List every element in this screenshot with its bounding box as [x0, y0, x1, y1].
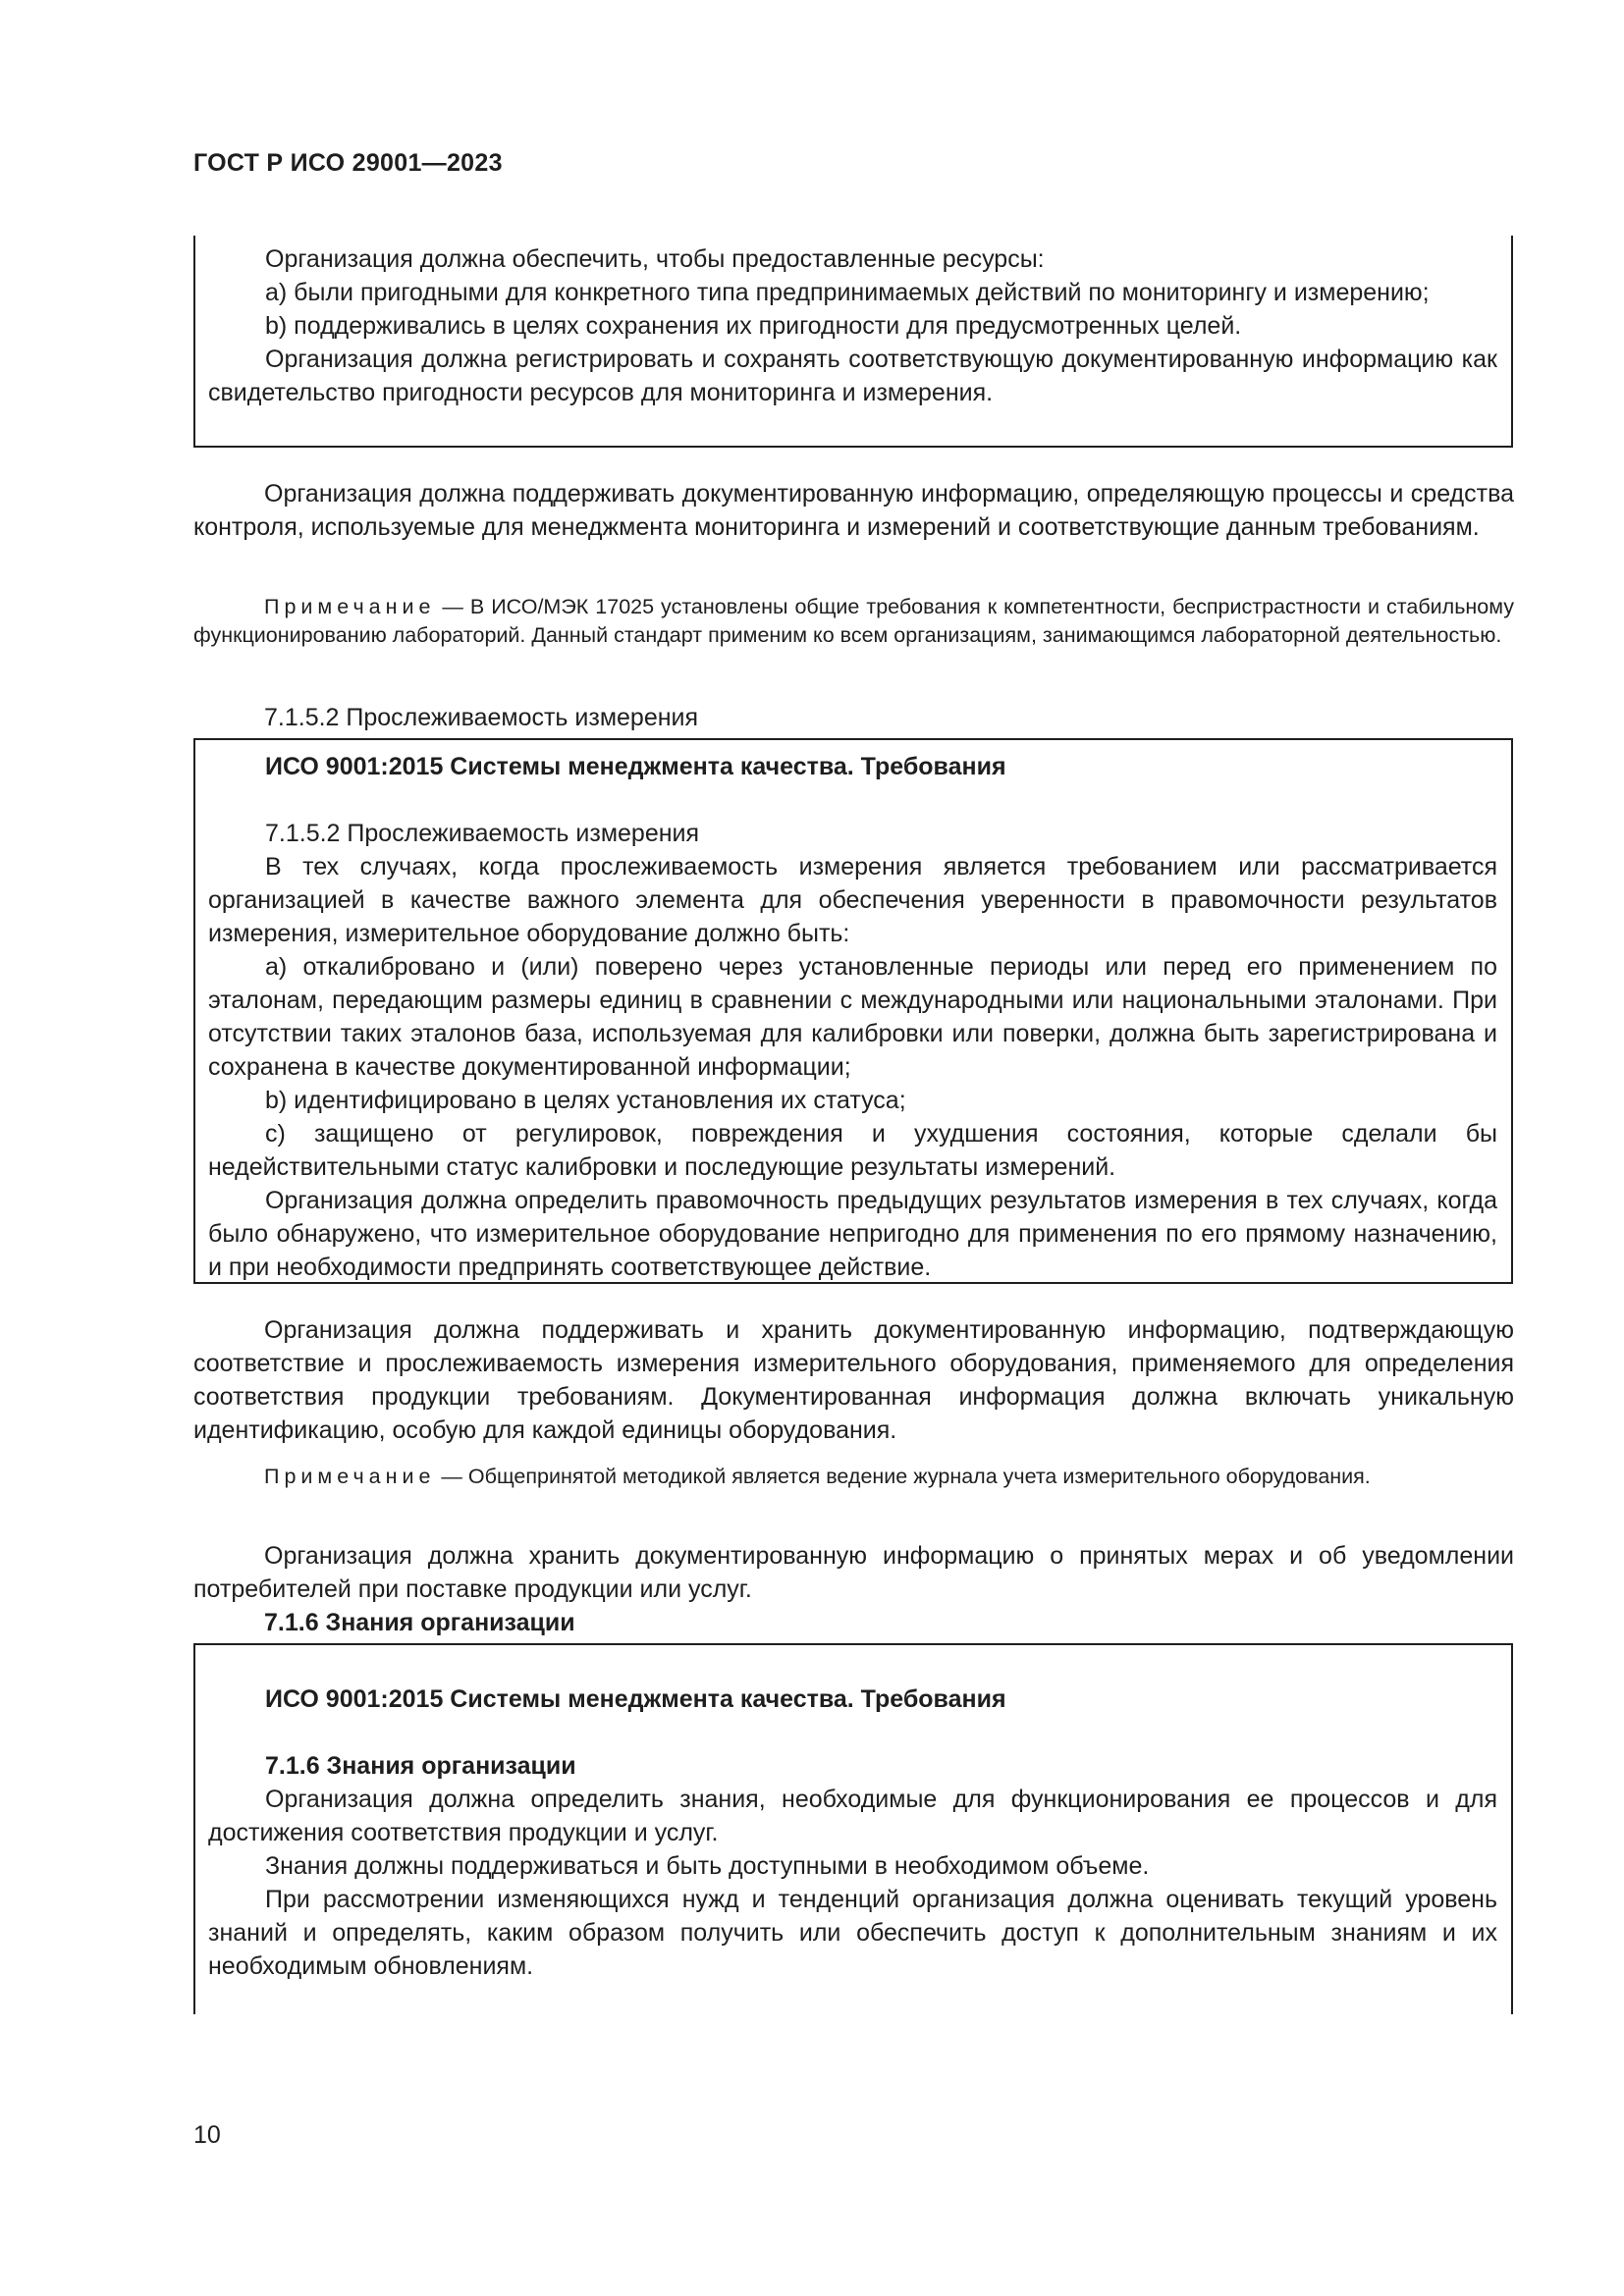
box-subtitle: 7.1.6 Знания организации [265, 1752, 576, 1780]
box-spacer [208, 783, 1497, 817]
box-title: ИСО 9001:2015 Системы менеджмента качества. Требования [265, 1685, 1006, 1713]
box-line: При рассмотрении изменяющихся нужд и тенденций организация должна оценивать текущий уровень знаний и определять, каким образом получить или обеспечить доступ к дополнительным знаниям и их необходимым обновлениям. [208, 1886, 1497, 1980]
note-text: — Общепринятой методикой является ведение журнала учета измерительного оборудования. [435, 1465, 1371, 1488]
paragraph [193, 1313, 1514, 1447]
note-text: — В ИСО/МЭК 17025 установлены общие требования к компетентности, беспристрастности и стабильному функционированию лабораторий. Данный стандарт применим ко всем организациям, занимающимся лабораторной деятельностью. [193, 595, 1514, 647]
quote-box-resources [193, 236, 1513, 448]
section-heading [193, 701, 1514, 734]
note-label: Примечание [264, 1465, 436, 1488]
paragraph [193, 477, 1514, 544]
box-line: c) защищено от регулировок, повреждения и ухудшения состояния, которые сделали бы недействительными статус калибровки и последующие результаты измерений. [208, 1120, 1497, 1181]
paragraph [193, 1539, 1514, 1606]
box-line: В тех случаях, когда прослеживаемость измерения является требованием или рассматривается организацией в качестве важного элемента для обеспечения уверенности в правомочности результатов измерения, измерительное оборудование должно быть: [208, 853, 1497, 947]
section-heading-text: 7.1.6 Знания организации [264, 1609, 575, 1636]
section-heading-text: 7.1.5.2 Прослеживаемость измерения [264, 704, 699, 731]
box-subtitle: 7.1.5.2 Прослеживаемость измерения [265, 820, 700, 847]
note-label: Примечание [264, 595, 436, 618]
box-line: Организация должна определить знания, необходимые для функционирования ее процессов и для достижения соответствия продукции и услуг. [208, 1786, 1497, 1846]
box-line: a) откалибровано и (или) поверено через установленные периоды или перед его применением по эталонам, передающим размеры единиц в сравнении с международными или национальными эталонами. При отсутствии таких эталонов база, используемая для калибровки или поверки, должна быть зарегистрирована и сохранена в качестве документированной информации; [208, 953, 1497, 1081]
paragraph-text: Организация должна поддерживать и хранить документированную информацию, подтверждающую соответствие и прослеживаемость измерения измерительного оборудования, применяемого для определения соответствия продукции требованиям. Документированная информация должна включать уникальную идентификацию, особую для каждой единицы оборудования. [193, 1316, 1514, 1444]
quote-box-traceability [193, 738, 1513, 1284]
note [193, 1463, 1514, 1491]
paragraph-text: Организация должна поддерживать документированную информацию, определяющую процессы и средства контроля, используемые для менеджмента мониторинга и измерений и соответствующие данным требованиям. [193, 480, 1514, 541]
note [193, 593, 1514, 650]
box-line: Организация должна определить правомочность предыдущих результатов измерения в тех случаях, когда было обнаружено, что измерительное оборудование непригодно для применения по его прямому назначению, и при необходимости предпринять соответствующее действие. [208, 1187, 1497, 1281]
box-spacer [208, 1716, 1497, 1749]
page-number: 10 [193, 2121, 221, 2149]
quote-box-knowledge [193, 1643, 1513, 2014]
box-line: a) были пригодными для конкретного типа предпринимаемых действий по мониторингу и измерению; [265, 279, 1430, 306]
document-header: ГОСТ Р ИСО 29001—2023 [193, 149, 503, 177]
box-line: b) поддерживались в целях сохранения их пригодности для предусмотренных целей. [265, 312, 1242, 340]
box-line: Знания должны поддерживаться и быть доступными в необходимом объеме. [265, 1852, 1150, 1880]
box-line: Организация должна регистрировать и сохранять соответствующую документированную информацию как свидетельство пригодности ресурсов для мониторинга и измерения. [208, 346, 1497, 406]
box-line: b) идентифицировано в целях установления их статуса; [265, 1087, 906, 1114]
paragraph-text: Организация должна хранить документированную информацию о принятых мерах и об уведомлении потребителей при поставке продукции или услуг. [193, 1542, 1514, 1603]
box-title: ИСО 9001:2015 Системы менеджмента качества. Требования [265, 753, 1006, 780]
box-line: Организация должна обеспечить, чтобы предоставленные ресурсы: [265, 245, 1045, 273]
section-heading [193, 1606, 1514, 1639]
